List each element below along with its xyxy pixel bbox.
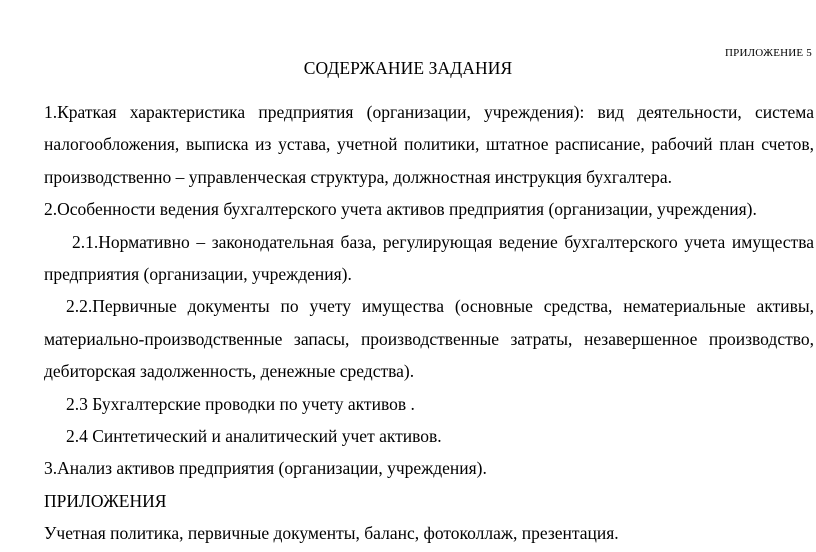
item-2-1-regulatory-base: 2.1.Нормативно – законодательная база, регулирующая ведение бухгалтерского учета имущества предприятия (организации, учреждения).	[44, 231, 814, 285]
page-title: СОДЕРЖАНИЕ ЗАДАНИЯ	[303, 58, 513, 78]
item-2-4-synthetic-analytic: 2.4 Синтетический и аналитический учет активов.	[66, 426, 442, 447]
item-2-asset-accounting: 2.Особенности ведения бухгалтерского учета активов предприятия (организации, учреждения).	[44, 199, 757, 220]
item-2-2-primary-documents: 2.2.Первичные документы по учету имущества (основные средства, нематериальные активы, материально-производственные запасы, производственные затраты, незавершенное производство, дебиторская задолженность, денежные средства).	[44, 296, 814, 382]
item-3-asset-analysis: 3.Анализ активов предприятия (организации, учреждения).	[44, 458, 487, 479]
document-body	[44, 96, 814, 550]
appendix-label: ПРИЛОЖЕНИЕ 5	[725, 47, 812, 59]
item-1-company-overview: 1.Краткая характеристика предприятия (организации, учреждения): вид деятельности, система налогообложения, выписка из устава, учетной политики, штатное расписание, рабочий план счетов, производственно – управленческая структура, должностная инструкция бухгалтера.	[44, 102, 814, 187]
item-2-3-journal-entries: 2.3 Бухгалтерские проводки по учету активов .	[66, 393, 415, 414]
appendices-heading: ПРИЛОЖЕНИЯ	[44, 490, 167, 511]
appendices-list: Учетная политика, первичные документы, баланс, фотоколлаж, презентация.	[44, 523, 619, 544]
